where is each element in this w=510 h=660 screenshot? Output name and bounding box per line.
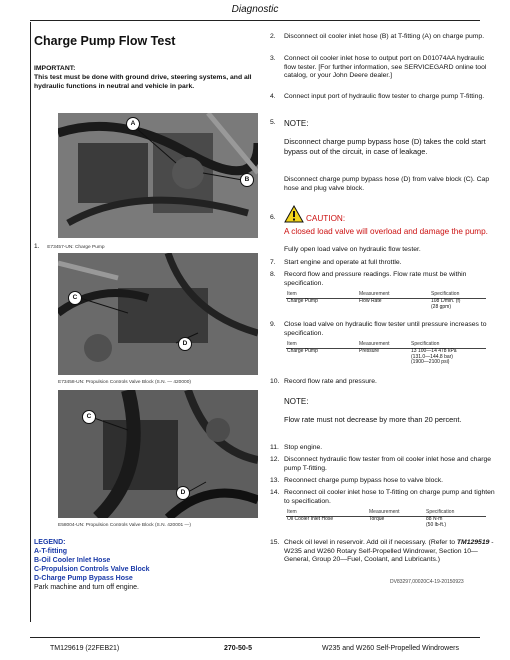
step-3-text: Connect oil cooler inlet hose to output port on D01074AA hydraulic flow tester. [For further information, see SERVICEGARD online tool catalog, or your John Deere dealer.] [284, 55, 487, 79]
step-15-reference: TM129519 [456, 539, 490, 546]
step-11 [270, 444, 495, 453]
figure-2-caption: E73458-UN: Propulsion Controls Valve Block (S.N. — 420000) [58, 380, 191, 385]
table-cell: (131.0—144.8 bar) [411, 353, 453, 360]
table-cell: (50 lb-ft.) [426, 521, 447, 528]
charge-pump-illustration [58, 113, 258, 238]
caution-label: CAUTION: [306, 214, 346, 223]
step-10 [270, 378, 495, 387]
figure-1-caption: E73457-UN: Charge Pump [47, 245, 105, 250]
spec-table-torque [286, 510, 486, 528]
step-14 [270, 489, 495, 506]
step-5-note-2: Disconnect charge pump bypass hose (D) from valve block (C). Cap hose and plug valve block. [284, 176, 490, 192]
table-header: Specification [425, 510, 486, 516]
legend-item-d: D-Charge Pump Bypass Hose [34, 575, 133, 582]
step-10-note: Flow rate must not decrease by more than 20 percent. [284, 415, 462, 424]
step-15 [270, 539, 495, 565]
table-header: Item [286, 292, 358, 298]
step-9-text: Close load valve on hydraulic flow tester until pressure increases to specification. [284, 321, 487, 337]
important-text: This test must be done with ground drive, steering systems, and all hydraulic functions in neutral and vehicle in park. [34, 74, 252, 90]
step-11-number: 11. [270, 444, 279, 451]
callout-c: C [68, 291, 82, 305]
valve-block-illustration-early [58, 253, 258, 375]
callout-d: D [178, 337, 192, 351]
step-5-number: 5. [270, 119, 276, 126]
step-3-number: 3. [270, 55, 276, 62]
step-2 [270, 33, 495, 42]
step-12 [270, 456, 495, 473]
table-cell: (1900—2100 psi) [411, 359, 450, 366]
legend-item-c: C-Propulsion Controls Valve Block [34, 566, 150, 573]
page-header-title: Diagnostic [231, 4, 279, 15]
step-2-text: Disconnect oil cooler inlet hose (B) at T-fitting (A) on charge pump. [284, 33, 485, 40]
table-cell: Pressure [359, 347, 380, 354]
step-5 [270, 119, 495, 128]
table-cell: Charge Pump [287, 297, 318, 304]
charge-pump-photo [58, 113, 258, 238]
table-cell: 108 L/min. (f) [431, 297, 461, 304]
step-14-number: 14. [270, 489, 280, 496]
table-cell: Torque [369, 515, 385, 522]
table-cell: Charge Pump [287, 347, 318, 354]
step-10-text: Record flow rate and pressure. [284, 378, 377, 385]
step-12-text: Disconnect hydraulic flow tester from oil cooler inlet hose and charge pump T-fitting. [284, 456, 492, 472]
table-header: Specification [430, 292, 486, 298]
caution-text: A closed load valve will overload and damage the pump. [284, 227, 488, 236]
important-notice [34, 64, 259, 91]
important-label: IMPORTANT: [34, 65, 76, 72]
step-14-text: Reconnect oil cooler inlet hose to T-fitting on charge pump and tighten to specification. [284, 489, 495, 505]
footer-page-number: 270-50-5 [224, 645, 253, 652]
column-rule [30, 22, 31, 622]
table-cell: 13 100—14 478 kPa [411, 347, 457, 354]
step-7-number: 7. [270, 259, 276, 266]
step-9-number: 9. [270, 321, 276, 328]
step-9 [270, 321, 495, 338]
step-8 [270, 271, 495, 288]
table-header: Specification [410, 342, 486, 348]
step-15-text [284, 539, 495, 565]
callout-c-late: C [82, 410, 96, 424]
step-8-number: 8. [270, 271, 276, 278]
section-title: Charge Pump Flow Test [34, 34, 176, 48]
table-cell: 88 N·m [426, 515, 443, 522]
table-cell: Oil Cooler Inlet Hose [287, 515, 334, 522]
table-header: Item [286, 342, 358, 348]
step-4-text: Connect input port of hydraulic flow tester to charge pump T-fitting. [284, 93, 485, 100]
legend-trailing-text: Park machine and turn off engine. [34, 584, 139, 591]
footer-right: W235 and W260 Self-Propelled Windrowers [322, 645, 459, 652]
spec-table-flow [286, 292, 486, 310]
step-10-number: 10. [270, 378, 280, 385]
step-5-note-1: Disconnect charge pump bypass hose (D) takes the cold start bypass out of the circuit, in case of leakage. [284, 137, 486, 156]
table-cell: (28 gpm) [431, 303, 452, 310]
step-15-number: 15. [270, 539, 280, 546]
valve-block-photo-late [58, 390, 258, 518]
footer-rule [30, 637, 480, 638]
step-15-text-b: - W235 and W260 Rotary Self-Propelled Windrower, Section 10—General, Group 20—Fuel, Coolant, and Lubricants.) [284, 539, 494, 563]
step-6-number: 6. [270, 214, 276, 221]
step-7-text: Start engine and operate at full throttle. [284, 259, 402, 266]
document-id: DV83297,00020C4-19-20150923 [390, 579, 464, 585]
valve-block-photo-early [58, 253, 258, 375]
step-5-note-label: NOTE: [284, 119, 309, 128]
step-10-note-label: NOTE: [284, 397, 309, 406]
table-header: Measurement [368, 510, 425, 516]
step-13 [270, 477, 495, 486]
warning-triangle-icon [284, 205, 304, 223]
footer-left: TM129619 (22FEB21) [50, 645, 120, 652]
step-6-after: Fully open load valve on hydraulic flow tester. [284, 246, 421, 253]
step-4 [270, 93, 495, 102]
legend-item-a: A-T-fitting [34, 548, 68, 555]
table-header: Measurement [358, 342, 410, 348]
step-7 [270, 259, 495, 268]
legend-item-b: B-Oil Cooler Inlet Hose [34, 557, 111, 564]
table-header: Item [286, 510, 368, 516]
step-13-text: Reconnect charge pump bypass hose to valve block. [284, 477, 444, 484]
callout-b: B [240, 173, 254, 187]
table-cell: Flow Rate [359, 297, 382, 304]
step-1 [34, 243, 105, 250]
table-header: Measurement [358, 292, 430, 298]
step-1-number: 1. [34, 243, 40, 250]
step-13-number: 13. [270, 477, 280, 484]
step-12-number: 12. [270, 456, 280, 463]
header-rule [30, 20, 480, 21]
legend [34, 538, 150, 592]
step-4-number: 4. [270, 93, 276, 100]
callout-a: A [126, 117, 140, 131]
step-2-number: 2. [270, 33, 276, 40]
figure-3-caption: E58004-UN: Propulsion Controls Valve Block (S.N. 420001 —) [58, 523, 191, 528]
step-3 [270, 55, 495, 81]
step-8-text: Record flow and pressure readings. Flow rate must be within specification. [284, 271, 467, 287]
spec-table-pressure [286, 342, 486, 366]
legend-title: LEGEND: [34, 539, 66, 546]
callout-d-late: D [176, 486, 190, 500]
step-11-text: Stop engine. [284, 444, 323, 451]
step-15-text-a: Check oil level in reservoir. Add oil if necessary. (Refer to [284, 539, 457, 546]
